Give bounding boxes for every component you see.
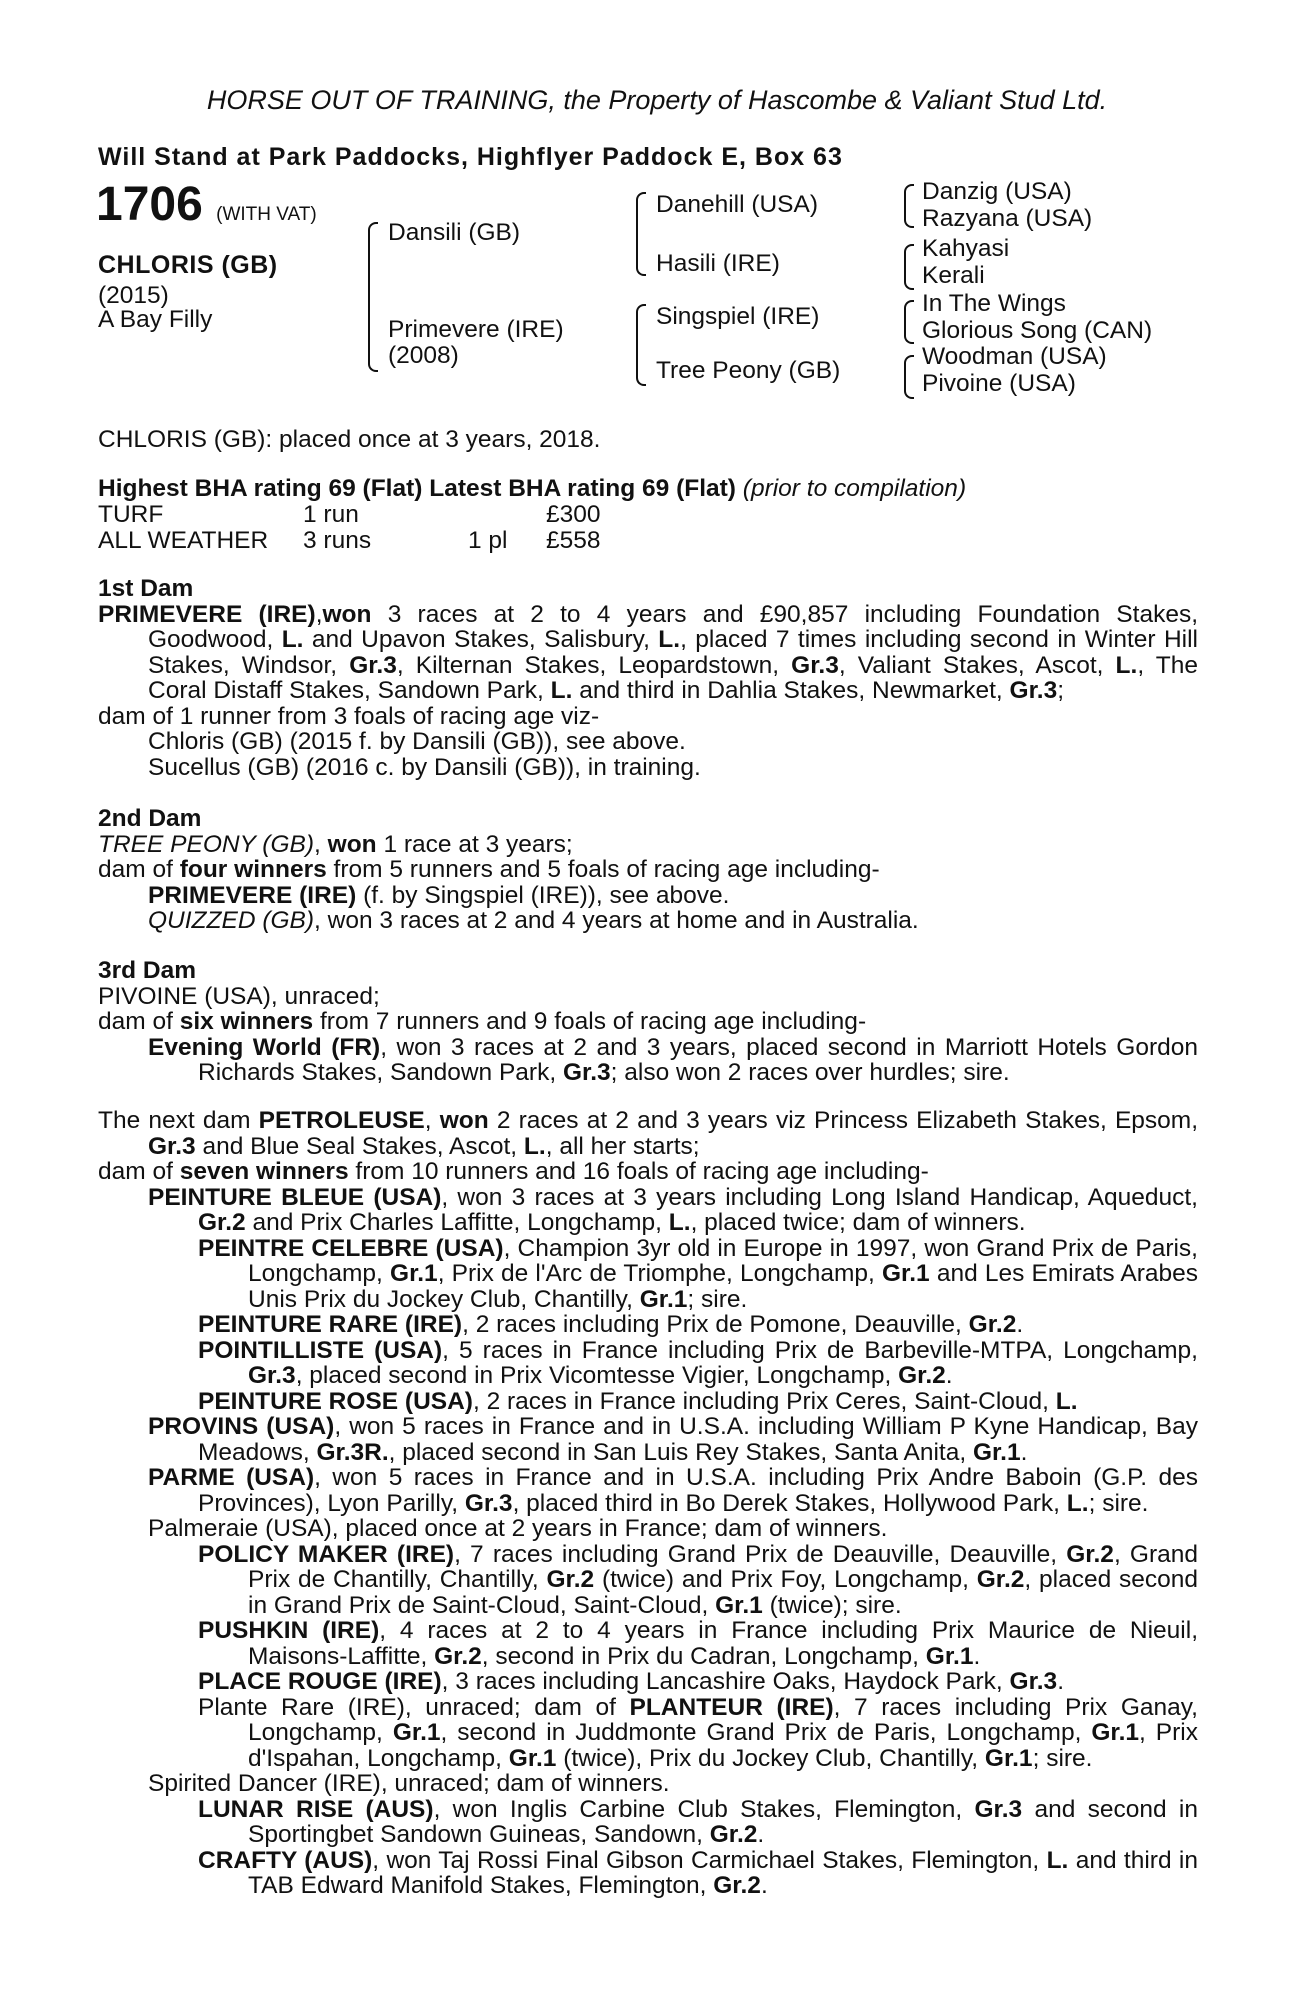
horse-description: A Bay Filly <box>98 306 213 333</box>
pedigree-entry <box>98 1669 1198 1695</box>
text-run: , <box>314 830 328 858</box>
text-run: , <box>315 600 323 628</box>
text-run: Spirited Dancer (IRE), unraced; dam of winners. <box>148 1770 670 1797</box>
section-heading: 2nd Dam <box>98 805 202 832</box>
text-run: . <box>1057 1668 1065 1695</box>
pedigree-entry <box>98 1771 1198 1797</box>
pedigree-entry <box>98 1618 1198 1669</box>
bold-text: PEINTURE ROSE (USA) <box>198 1387 473 1415</box>
text-run: Palmeraie (USA), placed once at 2 years in France; dam of winners. <box>148 1515 888 1542</box>
bold-text: L. <box>658 626 681 653</box>
bold-text: Gr.2 <box>546 1566 595 1593</box>
bold-text: PETROLEUSE <box>258 1107 425 1134</box>
pedigree-entry <box>98 1848 1198 1899</box>
text-run: , The Coral Distaff Stakes, Sandown Park, <box>148 651 1198 704</box>
sire: Dansili (GB) <box>388 219 521 246</box>
text-run: ; also won 2 races over hurdles; sire. <box>610 1059 1010 1086</box>
text-run: , Prix de l'Arc de Triomphe, Longchamp, <box>437 1260 882 1287</box>
text-run: dam of <box>98 1158 180 1185</box>
bold-text: Gr.1 <box>972 1438 1021 1466</box>
bold-text: Gr.1 <box>984 1744 1033 1772</box>
text-run: and Blue Seal Stakes, Ascot, <box>195 1132 524 1160</box>
section-heading: 1st Dam <box>98 575 194 602</box>
pedigree-entry <box>98 729 1198 755</box>
bold-text: seven winners <box>179 1158 349 1185</box>
bold-text: PEINTURE BLEUE (USA) <box>148 1183 442 1211</box>
dam-sire: Singspiel (IRE) <box>656 303 820 330</box>
bold-text: Gr.3 <box>791 651 839 679</box>
record-amount: £300 <box>546 501 601 528</box>
text-run: (twice), Prix du Jockey Club, Chantilly, <box>556 1744 985 1772</box>
pedigree-entry <box>98 1389 1198 1415</box>
bold-text: Gr.2 <box>434 1642 482 1670</box>
race-record <box>98 502 698 553</box>
pedigree-entry <box>98 755 1198 781</box>
bold-text: PRIMEVERE (IRE) <box>148 881 357 909</box>
pedigree-entry <box>98 1695 1198 1772</box>
bha-rating <box>98 476 966 502</box>
brace-ds <box>904 300 914 344</box>
bold-text: Gr.1 <box>392 1719 441 1746</box>
bold-text: Gr.1 <box>390 1260 438 1287</box>
pedigree-entry <box>98 883 1198 909</box>
text-run: , all her starts; <box>545 1132 700 1160</box>
text-run: from 7 runners and 9 foals of racing age including- <box>313 1008 867 1035</box>
text-run: , second in Juddmonte Grand Prix de Paris, Longchamp, <box>440 1719 1092 1746</box>
text-run: 1 race at 3 years; <box>376 830 573 858</box>
record-placed: 1 pl <box>468 526 508 554</box>
text-run: and Upavon Stakes, Salisbury, <box>303 626 659 653</box>
bold-text: Gr.2 <box>713 1872 761 1899</box>
record-surface: ALL WEATHER <box>98 526 269 554</box>
bold-text: Gr.3 <box>562 1059 611 1086</box>
text-run: , placed 7 times including second in Winter Hill Stakes, Windsor, <box>148 626 1198 679</box>
text-run: , placed second in Prix Vicomtesse Vigier, Longchamp, <box>295 1362 899 1389</box>
bold-text: won <box>327 830 377 858</box>
sire-parents-brace <box>636 192 646 276</box>
bold-text: PUSHKIN (IRE) <box>198 1617 380 1644</box>
pedigree-entry <box>98 1035 1198 1086</box>
pedigree-entry <box>98 1414 1198 1465</box>
bold-text: L. <box>1055 1387 1078 1415</box>
text-run: , placed second in San Luis Rey Stakes, Santa Anita, <box>388 1438 973 1466</box>
fourth-dam-section <box>98 1108 1198 1899</box>
text-run: . <box>757 1821 765 1848</box>
bold-text: Evening World (FR) <box>148 1033 381 1061</box>
text-run: , Valiant Stakes, Ascot, <box>838 651 1116 679</box>
text-run: , won 3 races at 3 years including Long Island Handicap, Aqueduct, <box>441 1183 1198 1211</box>
pedigree-entry <box>98 1542 1198 1619</box>
pedigree-entry <box>98 1159 1198 1185</box>
text-run: , placed third in Bo Derek Stakes, Hollywood Park, <box>512 1489 1067 1517</box>
bold-text: L. <box>1115 651 1138 679</box>
bold-text: Gr.1 <box>1091 1719 1140 1746</box>
dam-dam-sire: Woodman (USA) <box>922 343 1107 370</box>
text-run: (twice) and Prix Foy, Longchamp, <box>594 1566 977 1593</box>
text-run: , placed second in Grand Prix de Saint-Cloud, Saint-Cloud, <box>248 1566 1198 1619</box>
text-run: The next dam <box>98 1107 259 1134</box>
sire-sire: Danehill (USA) <box>656 191 819 218</box>
dam-sire-dam: Glorious Song (CAN) <box>922 317 1153 344</box>
second-dam-section <box>98 806 1198 934</box>
text-run: Sucellus (GB) (2016 c. by Dansili (GB)), in training. <box>148 753 701 781</box>
sire-sire-dam: Razyana (USA) <box>922 205 1093 232</box>
text-run: dam of <box>98 856 180 883</box>
bold-text: Gr.3 <box>148 1132 196 1160</box>
pedigree-entry <box>98 1338 1198 1389</box>
pedigree-entry <box>98 704 1198 730</box>
bold-text: Gr.2 <box>1066 1540 1114 1568</box>
text-run: and third in Dahlia Stakes, Newmarket, <box>572 677 1010 704</box>
text-run: ; <box>1057 677 1065 704</box>
rating-note: (prior to compilation) <box>742 475 967 502</box>
bold-text: Gr.3 <box>1009 677 1058 704</box>
text-run: . <box>1016 1311 1024 1338</box>
bold-text: PEINTRE CELEBRE (USA) <box>198 1234 504 1262</box>
text-run: and second in Sportingbet Sandown Guineas, Sandown, <box>248 1795 1198 1848</box>
text-run: ; sire. <box>1088 1489 1149 1517</box>
dam-dam-dam: Pivoine (USA) <box>922 370 1076 397</box>
bold-text: Gr.2 <box>968 1311 1017 1338</box>
text-run: and Les Emirats Arabes Unis Prix du Jockey Club, Chantilly, <box>248 1260 1198 1313</box>
text-run: . <box>973 1642 981 1670</box>
bold-text: won <box>322 600 372 628</box>
text-run: , <box>424 1107 440 1134</box>
pedigree-entry <box>98 1236 1198 1313</box>
brace-dd <box>904 355 914 399</box>
page-title: HORSE OUT OF TRAINING, the Property of Hascombe & Valiant Stud Ltd. <box>206 85 1108 115</box>
pedigree-entry <box>98 832 1198 858</box>
bold-text: Gr.3 <box>974 1795 1023 1823</box>
record-row <box>98 528 698 554</box>
bold-text: L. <box>281 626 304 653</box>
sire-dam-brace <box>368 222 378 372</box>
text-run: , 7 races including Grand Prix de Deauville, Deauville, <box>454 1540 1067 1568</box>
record-runs: 3 runs <box>303 526 372 554</box>
text-run: . <box>1020 1438 1028 1466</box>
section-heading: 3rd Dam <box>98 957 197 984</box>
bold-text: PLACE ROUGE (IRE) <box>198 1668 442 1695</box>
text-run: (f. by Singspiel (IRE)), see above. <box>356 881 730 909</box>
bold-text: Gr.1 <box>925 1642 974 1670</box>
bold-text: won <box>439 1107 489 1134</box>
bold-text: CRAFTY (AUS) <box>198 1846 373 1874</box>
text-run: QUIZZED (GB) <box>148 907 315 934</box>
bold-text: Gr.3 <box>464 1489 513 1517</box>
text-run: . <box>760 1872 768 1899</box>
text-run: , won Taj Rossi Final Gibson Carmichael Stakes, Flemington, <box>372 1846 1047 1874</box>
bold-text: Gr.1 <box>715 1591 763 1619</box>
text-run: Chloris (GB) (2015 f. by Dansili (GB)), see above. <box>148 728 686 755</box>
pedigree-entry <box>98 1185 1198 1236</box>
bold-text: Gr.2 <box>976 1566 1025 1593</box>
text-run: , won 3 races at 2 and 4 years at home and in Australia. <box>314 907 919 934</box>
record-amount: £558 <box>546 526 601 554</box>
first-dam-section <box>98 576 1198 780</box>
bold-text: Gr.3 <box>248 1362 296 1389</box>
text-run: , 2 races including Prix de Pomone, Deauville, <box>462 1311 969 1338</box>
text-run: , Champion 3yr old in Europe in 1997, won Grand Prix de Paris, Longchamp, <box>248 1234 1198 1287</box>
text-run: ; sire. <box>1032 1744 1093 1772</box>
text-run: , won 3 races at 2 and 3 years, placed second in Marriott Hotels Gordon Richards Stakes, Sandown Park, <box>198 1033 1199 1086</box>
record-runs: 1 run <box>303 501 359 528</box>
pedigree-entry <box>98 984 1198 1010</box>
text-run: , Kilternan Stakes, Leopardstown, <box>396 651 792 679</box>
text-run: Plante Rare (IRE), unraced; dam of <box>198 1693 630 1721</box>
dam-parents-brace <box>636 304 646 386</box>
bold-text: four winners <box>179 856 327 883</box>
third-dam-section <box>98 958 1198 1086</box>
horse-year: (2015) <box>98 282 169 309</box>
record-surface: TURF <box>98 501 164 528</box>
bold-text: six winners <box>179 1008 314 1035</box>
dam-sire-sire: In The Wings <box>922 290 1066 317</box>
bold-text: Gr.1 <box>508 1744 557 1772</box>
text-run: , 7 races including Prix Ganay, Longchamp, <box>248 1693 1198 1746</box>
text-run: and Prix Charles Laffitte, Longchamp, <box>245 1209 669 1236</box>
bold-text: L. <box>523 1132 546 1160</box>
pedigree-entry <box>98 1797 1198 1848</box>
bold-text: PEINTURE RARE (IRE) <box>198 1311 463 1338</box>
pedigree-entry <box>98 857 1198 883</box>
dam: Primevere (IRE) <box>388 316 564 343</box>
text-run: , 4 races at 2 to 4 years in France including Prix Maurice de Nieuil, Maisons-Laffitte, <box>248 1617 1199 1670</box>
text-run: 2 races at 2 and 3 years viz Princess Elizabeth Stakes, Epsom, <box>488 1107 1198 1134</box>
stand-location: Will Stand at Park Paddocks, Highflyer Paddock E, Box 63 <box>98 143 843 171</box>
bold-text: Gr.1 <box>881 1260 930 1287</box>
text-run: , Prix d'Ispahan, Longchamp, <box>248 1719 1199 1772</box>
rating-text: Highest BHA rating 69 (Flat) Latest BHA rating 69 (Flat) <box>98 475 736 502</box>
pedigree-entry <box>98 908 1198 934</box>
bold-text: Gr.2 <box>709 1821 758 1848</box>
bold-text: Gr.1 <box>639 1285 688 1313</box>
bold-text: PARME (USA) <box>148 1464 315 1491</box>
text-run: 3 races at 2 to 4 years and £90,857 including Foundation Stakes, Goodwood, <box>148 600 1198 653</box>
text-run: PIVOINE (USA), unraced; <box>98 982 380 1010</box>
sire-dam: Hasili (IRE) <box>656 250 780 277</box>
text-run: ; sire. <box>687 1285 748 1313</box>
pedigree-entry <box>98 1516 1198 1542</box>
pedigree-entry <box>98 1009 1198 1035</box>
pedigree-entry <box>98 1108 1198 1159</box>
text-run: from 5 runners and 5 foals of racing age including- <box>326 856 880 883</box>
dam-dam: Tree Peony (GB) <box>656 357 841 384</box>
record-row <box>98 502 698 528</box>
text-run: , won Inglis Carbine Club Stakes, Flemington, <box>433 1795 975 1823</box>
sire-dam-sire: Kahyasi <box>922 235 1010 262</box>
horse-name: CHLORIS (GB) <box>98 251 278 279</box>
bold-text: L. <box>1066 1489 1089 1517</box>
pedigree-entry <box>98 602 1198 704</box>
bold-text: PRIMEVERE (IRE) <box>98 600 316 628</box>
race-summary: CHLORIS (GB): placed once at 3 years, 2018. <box>98 426 601 453</box>
text-run: , Grand Prix de Chantilly, Chantilly, <box>248 1540 1198 1593</box>
brace-ss <box>904 184 914 228</box>
bold-text: POINTILLISTE (USA) <box>198 1336 443 1364</box>
bold-text: L. <box>1046 1846 1069 1874</box>
text-run: , placed twice; dam of winners. <box>690 1209 1026 1236</box>
text-run: (twice); sire. <box>762 1591 902 1619</box>
bold-text: Gr.2 <box>198 1209 246 1236</box>
text-run: TREE PEONY (GB) <box>98 830 315 858</box>
brace-sd <box>904 244 914 290</box>
text-run: , second in Prix du Cadran, Longchamp, <box>481 1642 926 1670</box>
bold-text: PLANTEUR (IRE) <box>629 1693 834 1721</box>
bold-text: Gr.3 <box>1009 1668 1058 1695</box>
text-run: , 2 races in France including Prix Ceres, Saint-Cloud, <box>472 1387 1056 1415</box>
bold-text: Gr.3R. <box>316 1438 389 1466</box>
lot-number-value: 1706 <box>96 178 203 231</box>
pedigree-entry <box>98 1465 1198 1516</box>
text-run: , 3 races including Lancashire Oaks, Haydock Park, <box>441 1668 1010 1695</box>
text-run: from 10 runners and 16 foals of racing age including- <box>348 1158 929 1185</box>
bold-text: L. <box>668 1209 691 1236</box>
bold-text: PROVINS (USA) <box>148 1413 335 1440</box>
text-run: dam of <box>98 1008 180 1035</box>
text-run: , won 5 races in France and in U.S.A. including Prix Andre Baboin (G.P. des Provinces), Lyon Parilly, <box>198 1464 1199 1517</box>
pedigree-entry <box>98 1312 1198 1338</box>
lot-number <box>96 180 317 240</box>
bold-text: POLICY MAKER (IRE) <box>198 1540 455 1568</box>
sire-dam-dam: Kerali <box>922 262 985 289</box>
bold-text: Gr.2 <box>898 1362 946 1389</box>
dam-year: (2008) <box>388 342 459 369</box>
sire-sire-sire: Danzig (USA) <box>922 178 1072 205</box>
bold-text: L. <box>550 677 573 704</box>
bold-text: LUNAR RISE (AUS) <box>198 1795 434 1823</box>
bold-text: Gr.3 <box>349 651 397 679</box>
vat-note: (WITH VAT) <box>216 204 317 225</box>
text-run: dam of 1 runner from 3 foals of racing age viz- <box>98 702 600 730</box>
text-run: . <box>945 1362 953 1389</box>
text-run: and third in TAB Edward Manifold Stakes, Flemington, <box>248 1846 1198 1899</box>
text-run: , 5 races in France including Prix de Barbeville-MTPA, Longchamp, <box>442 1336 1198 1364</box>
text-run: , won 5 races in France and in U.S.A. including William P Kyne Handicap, Bay Meadows, <box>198 1413 1198 1466</box>
